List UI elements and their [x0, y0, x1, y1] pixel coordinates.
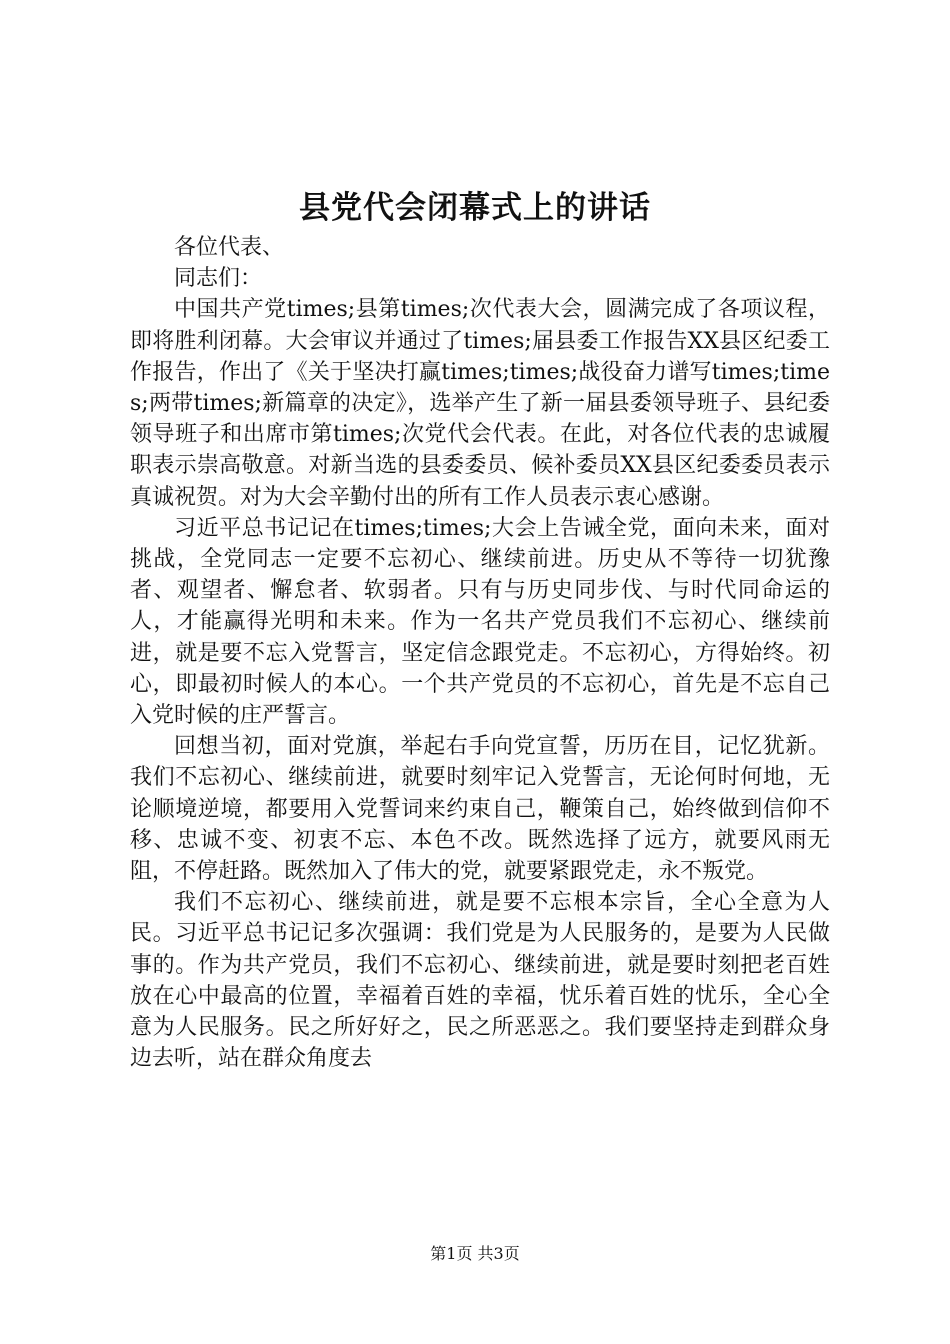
body-paragraph: 回想当初，面对党旗，举起右手向党宣誓，历历在目，记忆犹新。我们不忘初心、继续前进，就要时刻牢记入党誓言，无论何时何地，无论顺境逆境，都要用入党誓词来约束自己，鞭策自己，始终做到信仰不移、忠诚不变、初衷不忘、本色不改。既然选择了远方，就要风雨无阻，不停赶路。既然加入了伟大的党，就要紧跟党走，永不叛党。	[130, 734, 830, 885]
body-paragraph: 我们不忘初心、继续前进，就是要不忘根本宗旨，全心全意为人民。习近平总书记记多次强调：我们党是为人民服务的，是要为人民做事的。作为共产党员，我们不忘初心、继续前进，就是要时刻把老百姓放在心中最高的位置，幸福着百姓的幸福，忧乐着百姓的忧乐，全心全意为人民服务。民之所好好之，民之所恶恶之。我们要坚持走到群众身边去听，站在群众角度去	[130, 890, 830, 1072]
salutation-line: 同志们：	[174, 266, 263, 292]
body-paragraph: 中国共产党times;县第times;次代表大会，圆满完成了各项议程，即将胜利闭幕。大会审议并通过了times;届县委工作报告XX县区纪委工作报告，作出了《关于坚决打赢times;times;战役奋力谱写times;times;两带times;新篇章的决定》，选举产生了新一届县委领导班子、县纪委领导班子和出席市第times;次党代会代表。在此，对各位代表的忠诚履职表示崇高敬意。对新当选的县委委员、候补委员XX县区纪委委员表示真诚祝贺。对为大会辛勤付出的所有工作人员表示衷心感谢。	[130, 297, 830, 510]
document-title: 县党代会闭幕式上的讲话	[299, 190, 651, 226]
salutation-line: 各位代表、	[174, 235, 285, 260]
body-paragraph: 习近平总书记记在times;times;大会上告诫全党，面向未来，面对挑战，全党同志一定要不忘初心、继续前进。历史从不等待一切犹豫者、观望者、懈怠者、软弱者。只有与历史同步伐、与时代同命运的人，才能赢得光明和未来。作为一名共产党员我们不忘初心、继续前进，就是要不忘入党誓言，坚定信念跟党走。不忘初心，方得始终。初心，即最初时候人的本心。一个共产党员的不忘初心，首先是不忘自己入党时候的庄严誓言。	[130, 515, 830, 729]
page-number-footer: 第1页 共3页	[430, 1244, 520, 1263]
document-body	[130, 232, 830, 1074]
